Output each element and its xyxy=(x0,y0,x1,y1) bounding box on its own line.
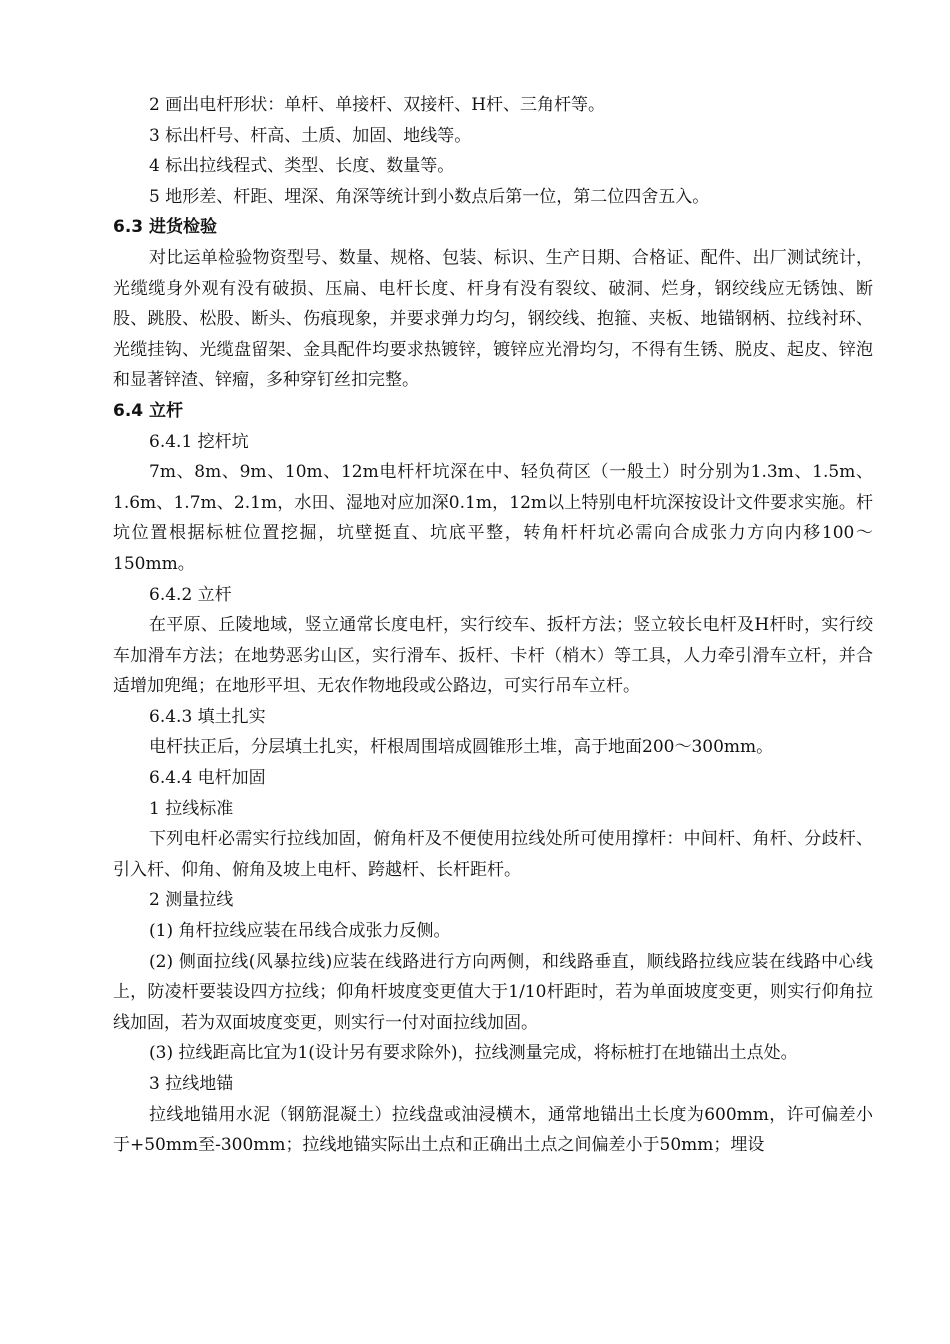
list-item: 3 标出杆号、杆高、土质、加固、地线等。 xyxy=(149,125,472,146)
paragraph: (2) 侧面拉线(风暴拉线)应装在线路进行方向两侧，和线路垂直，顺线路拉线应装在线路中心线上，防凌杆要装设四方拉线；仰角杆坡度变更值大于1/10杆距时，若为单面坡度变更，则实行仰角拉线加固，若为双面坡度变更，则实行一付对面拉线加固。 xyxy=(113,951,873,1033)
list-item: 2 测量拉线 xyxy=(149,890,234,911)
list-item: 5 地形差、杆距、埋深、角深等统计到小数点后第一位，第二位四舍五入。 xyxy=(149,186,710,207)
paragraph: (3) 拉线距高比宜为1(设计另有要求除外)，拉线测量完成，将标桩打在地锚出土点处。 xyxy=(149,1043,798,1064)
paragraph: 下列电杆必需实行拉线加固，俯角杆及不便使用拉线处所可使用撑杆：中间杆、角杆、分歧杆、引入杆、仰角、俯角及坡上电杆、跨越杆、长杆距杆。 xyxy=(113,829,873,880)
paragraph: 对比运单检验物资型号、数量、规格、包装、标识、生产日期、合格证、配件、出厂测试统计，光缆缆身外观有没有破损、压扁、电杆长度、杆身有没有裂纹、破洞、烂身，钢绞线应无锈蚀、断股、跳股、松股、断头、伤痕现象，并要求弹力均匀，钢绞线、抱箍、夹板、地锚钢柄、拉线衬环、光缆挂钩、光缆盘留架、金具配件均要求热镀锌，镀锌应光滑均匀，不得有生锈、脱皮、起皮、锌泡和显著锌渣、锌瘤，多种穿钉丝扣完整。 xyxy=(113,247,873,391)
document-page xyxy=(113,90,873,1161)
subsection-heading: 6.4.1 挖杆坑 xyxy=(149,431,249,452)
list-item: 1 拉线标准 xyxy=(149,798,234,819)
list-item: 2 画出电杆形状：单杆、单接杆、双接杆、H杆、三角杆等。 xyxy=(149,95,606,115)
section-heading: 6.3 进货检验 xyxy=(113,217,218,238)
paragraph: 拉线地锚用水泥（钢筋混凝土）拉线盘或油浸横木，通常地锚出土长度为600mm，许可偏差小于+50mm至-300mm；拉线地锚实际出土点和正确出土点之间偏差小于50mm；埋设 xyxy=(113,1104,873,1156)
subsection-heading: 6.4.3 填土扎实 xyxy=(149,706,266,727)
list-item: (1) 角杆拉线应装在吊线合成张力反侧。 xyxy=(149,921,451,942)
section-heading: 6.4 立杆 xyxy=(113,400,184,421)
paragraph: 电杆扶正后，分层填土扎实，杆根周围培成圆锥形土堆，高于地面200～300mm。 xyxy=(149,737,774,758)
subsection-heading: 6.4.2 立杆 xyxy=(149,584,232,605)
paragraph: 7m、8m、9m、10m、12m电杆杆坑深在中、轻负荷区（一般土）时分别为1.3m、1.5m、1.6m、1.7m、2.1m，水田、湿地对应加深0.1m，12m以上特别电杆坑深按设计文件要求实施。杆坑位置根据标桩位置挖掘，坑壁挺直、坑底平整，转角杆杆坑必需向合成张力方向内移100～150mm。 xyxy=(113,462,873,574)
list-item: 4 标出拉线程式、类型、长度、数量等。 xyxy=(149,156,455,177)
list-item: 3 拉线地锚 xyxy=(149,1074,234,1094)
subsection-heading: 6.4.4 电杆加固 xyxy=(149,768,266,789)
paragraph: 在平原、丘陵地域，竖立通常长度电杆，实行绞车、扳杆方法；竖立较长电杆及H杆时，实行绞车加滑车方法；在地势恶劣山区，实行滑车、扳杆、卡杆（梢木）等工具，人力牵引滑车立杆，并合适增加兜绳；在地形平坦、无农作物地段或公路边，可实行吊车立杆。 xyxy=(113,615,873,697)
